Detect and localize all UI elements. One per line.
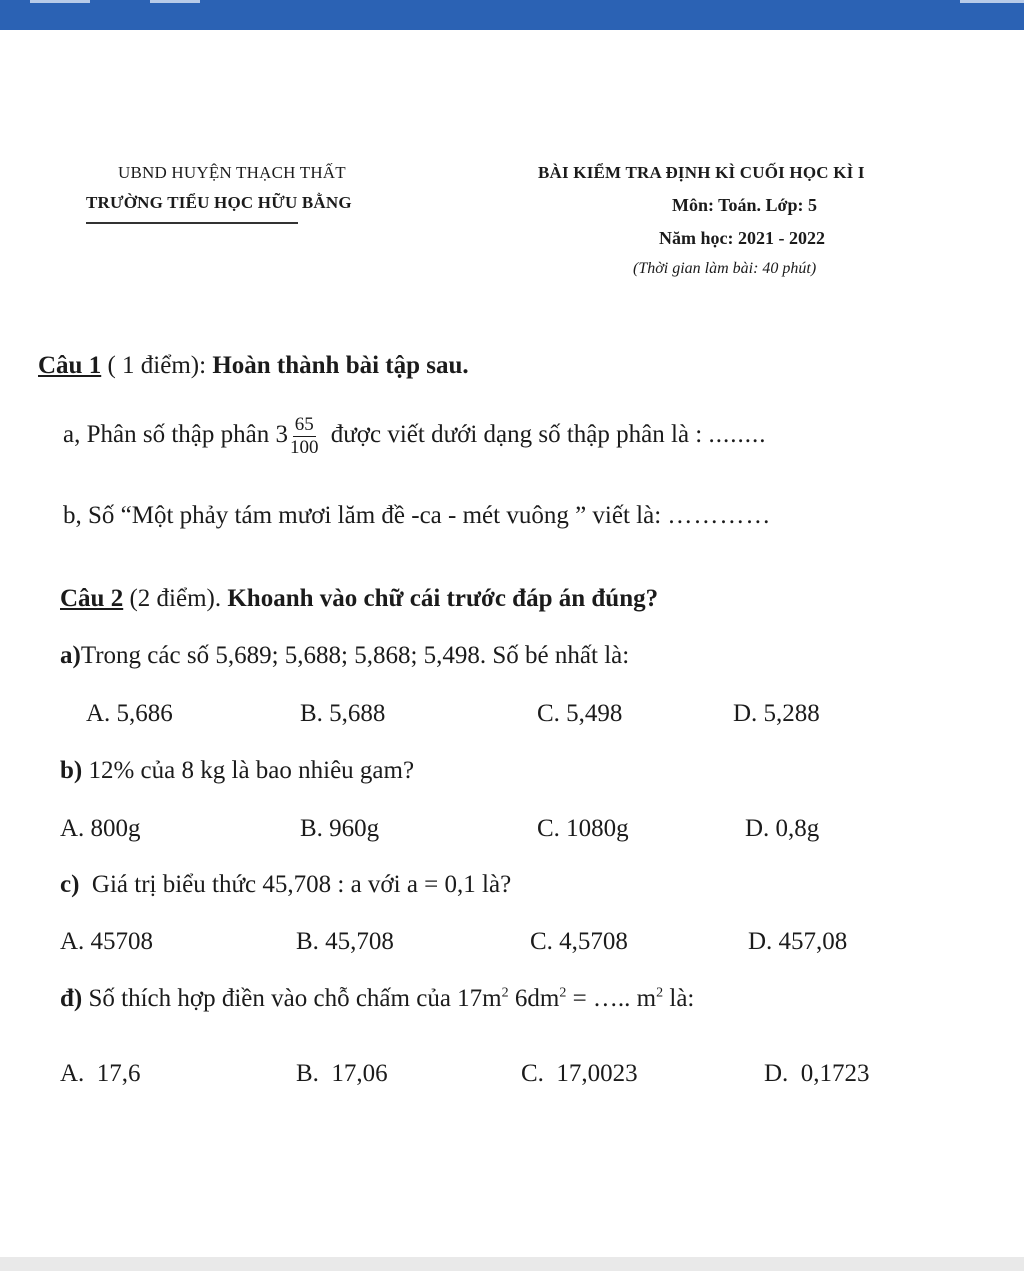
expression-part: 6dm xyxy=(508,985,560,1012)
top-bar-menu-mark xyxy=(150,0,200,3)
question-1-heading xyxy=(38,352,469,380)
question-1b-text: b, Số “Một phảy tám mươi lăm đề -ca - mét vuông ” viết là: xyxy=(63,502,668,529)
app-top-bar xyxy=(0,0,1024,30)
option-2a-A[interactable]: A. 5,686 xyxy=(86,700,173,727)
option-2d-A[interactable]: A. 17,6 xyxy=(60,1060,141,1087)
option-2c-A[interactable]: A. 45708 xyxy=(60,928,154,955)
question-2a xyxy=(60,642,629,670)
school-year: Năm học: 2021 - 2022 xyxy=(659,228,825,248)
bottom-scroll-bar[interactable] xyxy=(0,1257,1024,1271)
question-2-title: Câu 2 xyxy=(60,585,124,612)
question-2b xyxy=(60,757,414,785)
option-2c-D[interactable]: D. 457,08 xyxy=(748,928,848,955)
option-2c-B[interactable]: B. 45,708 xyxy=(296,928,394,955)
time-allowed: (Thời gian làm bài: 40 phút) xyxy=(633,260,817,277)
option-2d-C[interactable]: C. 17,0023 xyxy=(521,1060,638,1087)
option-2b-D[interactable]: D. 0,8g xyxy=(745,815,820,842)
exponent: 2 xyxy=(656,985,664,1001)
question-2d-text: Số thích hợp điền vào chỗ chấm của xyxy=(82,985,458,1012)
question-1b xyxy=(63,502,771,530)
answer-blank: ………… xyxy=(667,502,772,529)
answer-blank: ........ xyxy=(708,421,767,449)
fraction xyxy=(290,414,319,459)
school-name: TRƯỜNG TIỂU HỌC HỮU BẰNG xyxy=(86,193,352,212)
option-2a-B[interactable]: B. 5,688 xyxy=(300,700,386,727)
expression-part: 17m xyxy=(457,985,502,1012)
option-2a-C[interactable]: C. 5,498 xyxy=(537,700,623,727)
question-2-points: (2 điểm). xyxy=(123,585,228,612)
top-bar-menu-mark xyxy=(30,0,90,3)
expression-part: = ….. m xyxy=(566,985,657,1012)
option-2b-A[interactable]: A. 800g xyxy=(60,815,141,842)
question-2b-text: 12% của 8 kg là bao nhiêu gam? xyxy=(82,757,415,784)
question-2-instruction: Khoanh vào chữ cái trước đáp án đúng? xyxy=(227,585,659,612)
exam-title: BÀI KIỂM TRA ĐỊNH KÌ CUỐI HỌC KÌ I xyxy=(538,163,865,182)
question-1-instruction: Hoàn thành bài tập sau. xyxy=(212,352,469,379)
exponent: 2 xyxy=(501,985,509,1001)
header-underline xyxy=(86,222,298,224)
option-2d-D[interactable]: D. 0,1723 xyxy=(764,1060,870,1087)
question-2c-label: c) xyxy=(60,871,80,898)
question-2-heading xyxy=(60,585,658,613)
question-1a xyxy=(63,414,767,459)
question-1-points: ( 1 điểm): xyxy=(101,352,213,379)
mixed-number-whole: 3 xyxy=(275,421,288,449)
question-1a-prefix: a, Phân số thập phân xyxy=(63,421,276,449)
question-2a-text: Trong các số 5,689; 5,688; 5,868; 5,498. Số bé nhất là: xyxy=(80,642,630,669)
top-bar-menu-mark xyxy=(960,0,1024,3)
question-1-title: Câu 1 xyxy=(38,352,102,379)
district-name: UBND HUYỆN THẠCH THẤT xyxy=(118,163,346,182)
question-2a-label: a) xyxy=(60,642,81,669)
option-2b-C[interactable]: C. 1080g xyxy=(537,815,629,842)
fraction-numerator: 65 xyxy=(294,414,314,435)
question-2c-text: Giá trị biểu thức 45,708 : a với a = 0,1 là? xyxy=(79,871,512,898)
subject-grade: Môn: Toán. Lớp: 5 xyxy=(672,195,818,215)
option-2d-B[interactable]: B. 17,06 xyxy=(296,1060,388,1087)
question-2c xyxy=(60,871,511,899)
fraction-denominator: 100 xyxy=(289,437,319,458)
option-2b-B[interactable]: B. 960g xyxy=(300,815,380,842)
question-1a-suffix: được viết dưới dạng số thập phân là : xyxy=(324,421,709,449)
question-2d-label: đ) xyxy=(60,985,83,1012)
exponent: 2 xyxy=(559,985,567,1001)
question-2d xyxy=(60,985,694,1013)
question-2d-tail: là: xyxy=(663,985,695,1012)
option-2a-D[interactable]: D. 5,288 xyxy=(733,700,820,727)
question-2b-label: b) xyxy=(60,757,83,784)
option-2c-C[interactable]: C. 4,5708 xyxy=(530,928,628,955)
